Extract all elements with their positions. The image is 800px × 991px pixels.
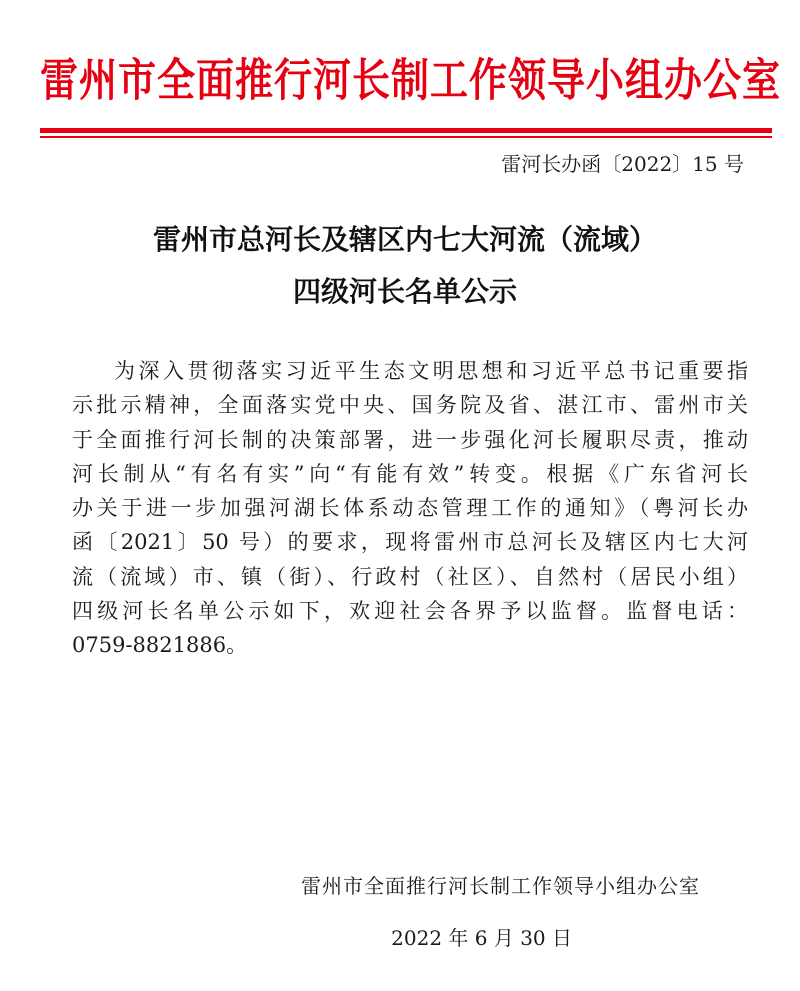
masthead-red-rule-thin xyxy=(40,136,772,138)
body-paragraph xyxy=(72,354,748,663)
body-line: 办关于进一步加强河湖长体系动态管理工作的通知》（粤河长办 xyxy=(72,496,748,521)
body-line: 四级河长名单公示如下，欢迎社会各界予以监督。监督电话： xyxy=(72,599,748,624)
signature-date: 2022 年 6 月 30 日 xyxy=(391,926,572,950)
document-title-line-2: 四级河长名单公示 xyxy=(292,275,517,308)
body-line: 于全面推行河长制的决策部署，进一步强化河长履职尽责，推动 xyxy=(72,427,748,452)
document-title xyxy=(40,214,770,318)
signature-org: 雷州市全面推行河长制工作领导小组办公室 xyxy=(301,874,700,898)
document-number: 雷河长办函〔2022〕15 号 xyxy=(501,152,744,176)
masthead-org-title: 雷州市全面推行河长制工作领导小组办公室 xyxy=(40,52,782,106)
masthead-red-rule-thick xyxy=(40,128,772,133)
body-line: 为深入贯彻落实习近平生态文明思想和习近平总书记重要指 xyxy=(114,359,748,383)
body-line: 河长制从“有名有实”向“有能有效”转变。根据《广东省河长 xyxy=(72,461,748,486)
body-line: 示批示精神，全面落实党中央、国务院及省、湛江市、雷州市关 xyxy=(72,393,748,418)
document-title-line-1: 雷州市总河长及辖区内七大河流（流域） xyxy=(152,223,657,256)
body-line: 函〔2021〕50 号）的要求，现将雷州市总河长及辖区内七大河 xyxy=(72,530,748,555)
body-line: 流（流域）市、镇（街）、行政村（社区）、自然村（居民小组） xyxy=(72,564,748,589)
body-line-phone: 0759-8821886。 xyxy=(72,633,248,658)
